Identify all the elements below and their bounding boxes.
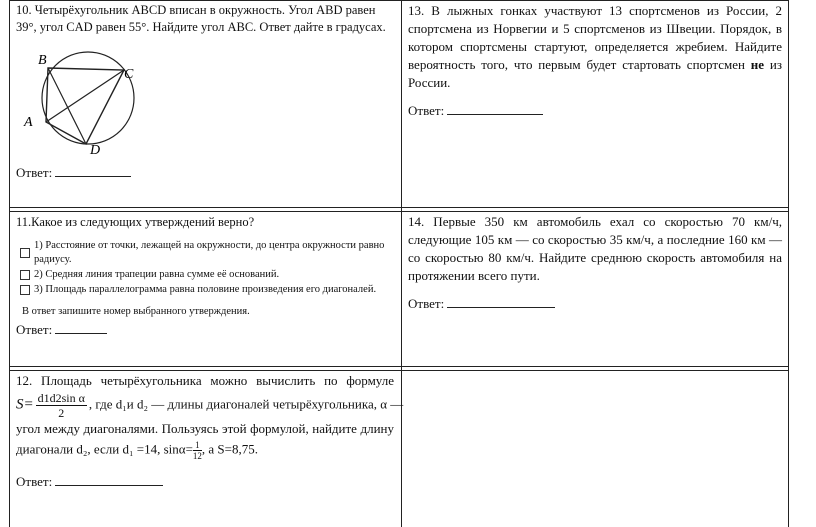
question-14-cell <box>402 213 788 365</box>
answer-blank[interactable] <box>447 295 555 308</box>
answer-blank[interactable] <box>55 164 131 177</box>
circle <box>42 52 134 144</box>
answer-label: Ответ: <box>408 103 445 118</box>
formula-denominator: 2 <box>58 406 65 420</box>
checkbox[interactable] <box>20 248 30 258</box>
option-2[interactable] <box>20 268 394 282</box>
question-12-line-4 <box>16 440 394 461</box>
sin-numerator: 1 <box>193 440 202 451</box>
option-1[interactable] <box>20 239 394 267</box>
label-a: A <box>24 115 33 130</box>
question-13-end: из России. <box>408 57 782 90</box>
answer-label: Ответ: <box>408 296 445 311</box>
question-13-cell <box>402 2 788 206</box>
inscribed-quadrilateral-figure <box>18 46 148 156</box>
formula-rest: , где d₁и d₂ — длины диагоналей четырёхугольника, α — <box>88 396 404 412</box>
question-11-cell <box>10 213 400 365</box>
answer-blank[interactable] <box>55 473 163 486</box>
label-d: D <box>90 143 101 156</box>
diagonal-ac <box>46 70 124 122</box>
label-b: B <box>38 53 47 68</box>
question-11-text: 11.Какое из следующих утверждений верно? <box>16 215 255 229</box>
question-12-line-1: 12. Площадь четырёхугольника можно вычислить по формуле <box>16 373 394 388</box>
question-13-bold-word: не <box>750 57 765 72</box>
question-13-body: 13. В лыжных гонках участвуют 13 спортсменов из России, 2 спортсмена из Норвегии и 5 спортсменов из Швеции. Порядок, в котором спортсмены стартуют, определяется жребием. Найдите вероятность того, что первым будет стартовать спортсмен <box>408 3 782 72</box>
table-border-right <box>788 0 789 527</box>
question-14-answer <box>408 295 782 313</box>
question-12-line-3: угол между диагоналями. Пользуясь этой формулой, найдите длину <box>16 421 394 436</box>
table-row-divider-1 <box>9 207 789 208</box>
diagonal-bd <box>48 68 86 144</box>
answer-label: Ответ: <box>16 322 53 337</box>
answer-blank[interactable] <box>55 321 107 334</box>
checkbox[interactable] <box>20 270 30 280</box>
label-c: C <box>124 67 134 82</box>
question-11-answer <box>16 321 107 339</box>
sin-denominator: 12 <box>192 451 202 461</box>
option-3[interactable] <box>20 283 394 297</box>
question-12-cell <box>10 372 404 527</box>
question-11-options <box>16 239 394 297</box>
sin-fraction <box>193 440 202 461</box>
question-10-text: 10. Четырёхугольник ABCD вписан в окружность. Угол ABD равен 39°, угол CAD равен 55°. Найдите угол ABC. Ответ дайте в градусах. <box>16 3 386 34</box>
checkbox[interactable] <box>20 285 30 295</box>
answer-blank[interactable] <box>447 102 543 115</box>
table-row-divider-2 <box>9 366 789 367</box>
question-13-text <box>408 2 782 92</box>
line-4-start: диагонали d₂, если d₁ =14, sinα= <box>16 441 193 457</box>
table-border-top <box>9 0 789 1</box>
formula-numerator: d1d2sin α <box>37 391 85 405</box>
question-11-instruction: В ответ запишите номер выбранного утверждения. <box>22 306 250 317</box>
formula-lhs: S= <box>16 396 34 413</box>
table-row-divider-2b <box>9 370 789 371</box>
line-4-end: , а S=8,75. <box>201 441 258 457</box>
question-14-text: 14. Первые 350 км автомобиль ехал со скоростью 70 км/ч, следующие 105 км — со скоростью 35 км/ч, а последние 160 км — со скоростью 80 км/ч. Найдите среднюю скорость автомобиля на протяжении всего пути. <box>408 214 782 283</box>
question-12-line-2 <box>16 391 404 420</box>
answer-label: Ответ: <box>16 474 53 489</box>
empty-cell <box>402 372 788 527</box>
option-1-text: 1) Расстояние от точки, лежащей на окружности, до центра окружности равно радиусу. <box>34 240 385 265</box>
area-formula <box>36 391 87 420</box>
table-row-divider-1b <box>9 211 789 212</box>
question-12-answer <box>16 473 394 491</box>
question-10-cell <box>10 2 400 206</box>
question-10-answer <box>16 164 131 182</box>
option-3-text: 3) Площадь параллелограмма равна половине произведения его диагоналей. <box>34 284 377 295</box>
question-13-answer <box>408 102 782 120</box>
option-2-text: 2) Средняя линия трапеции равна сумме её оснований. <box>34 269 280 280</box>
answer-label: Ответ: <box>16 165 53 180</box>
